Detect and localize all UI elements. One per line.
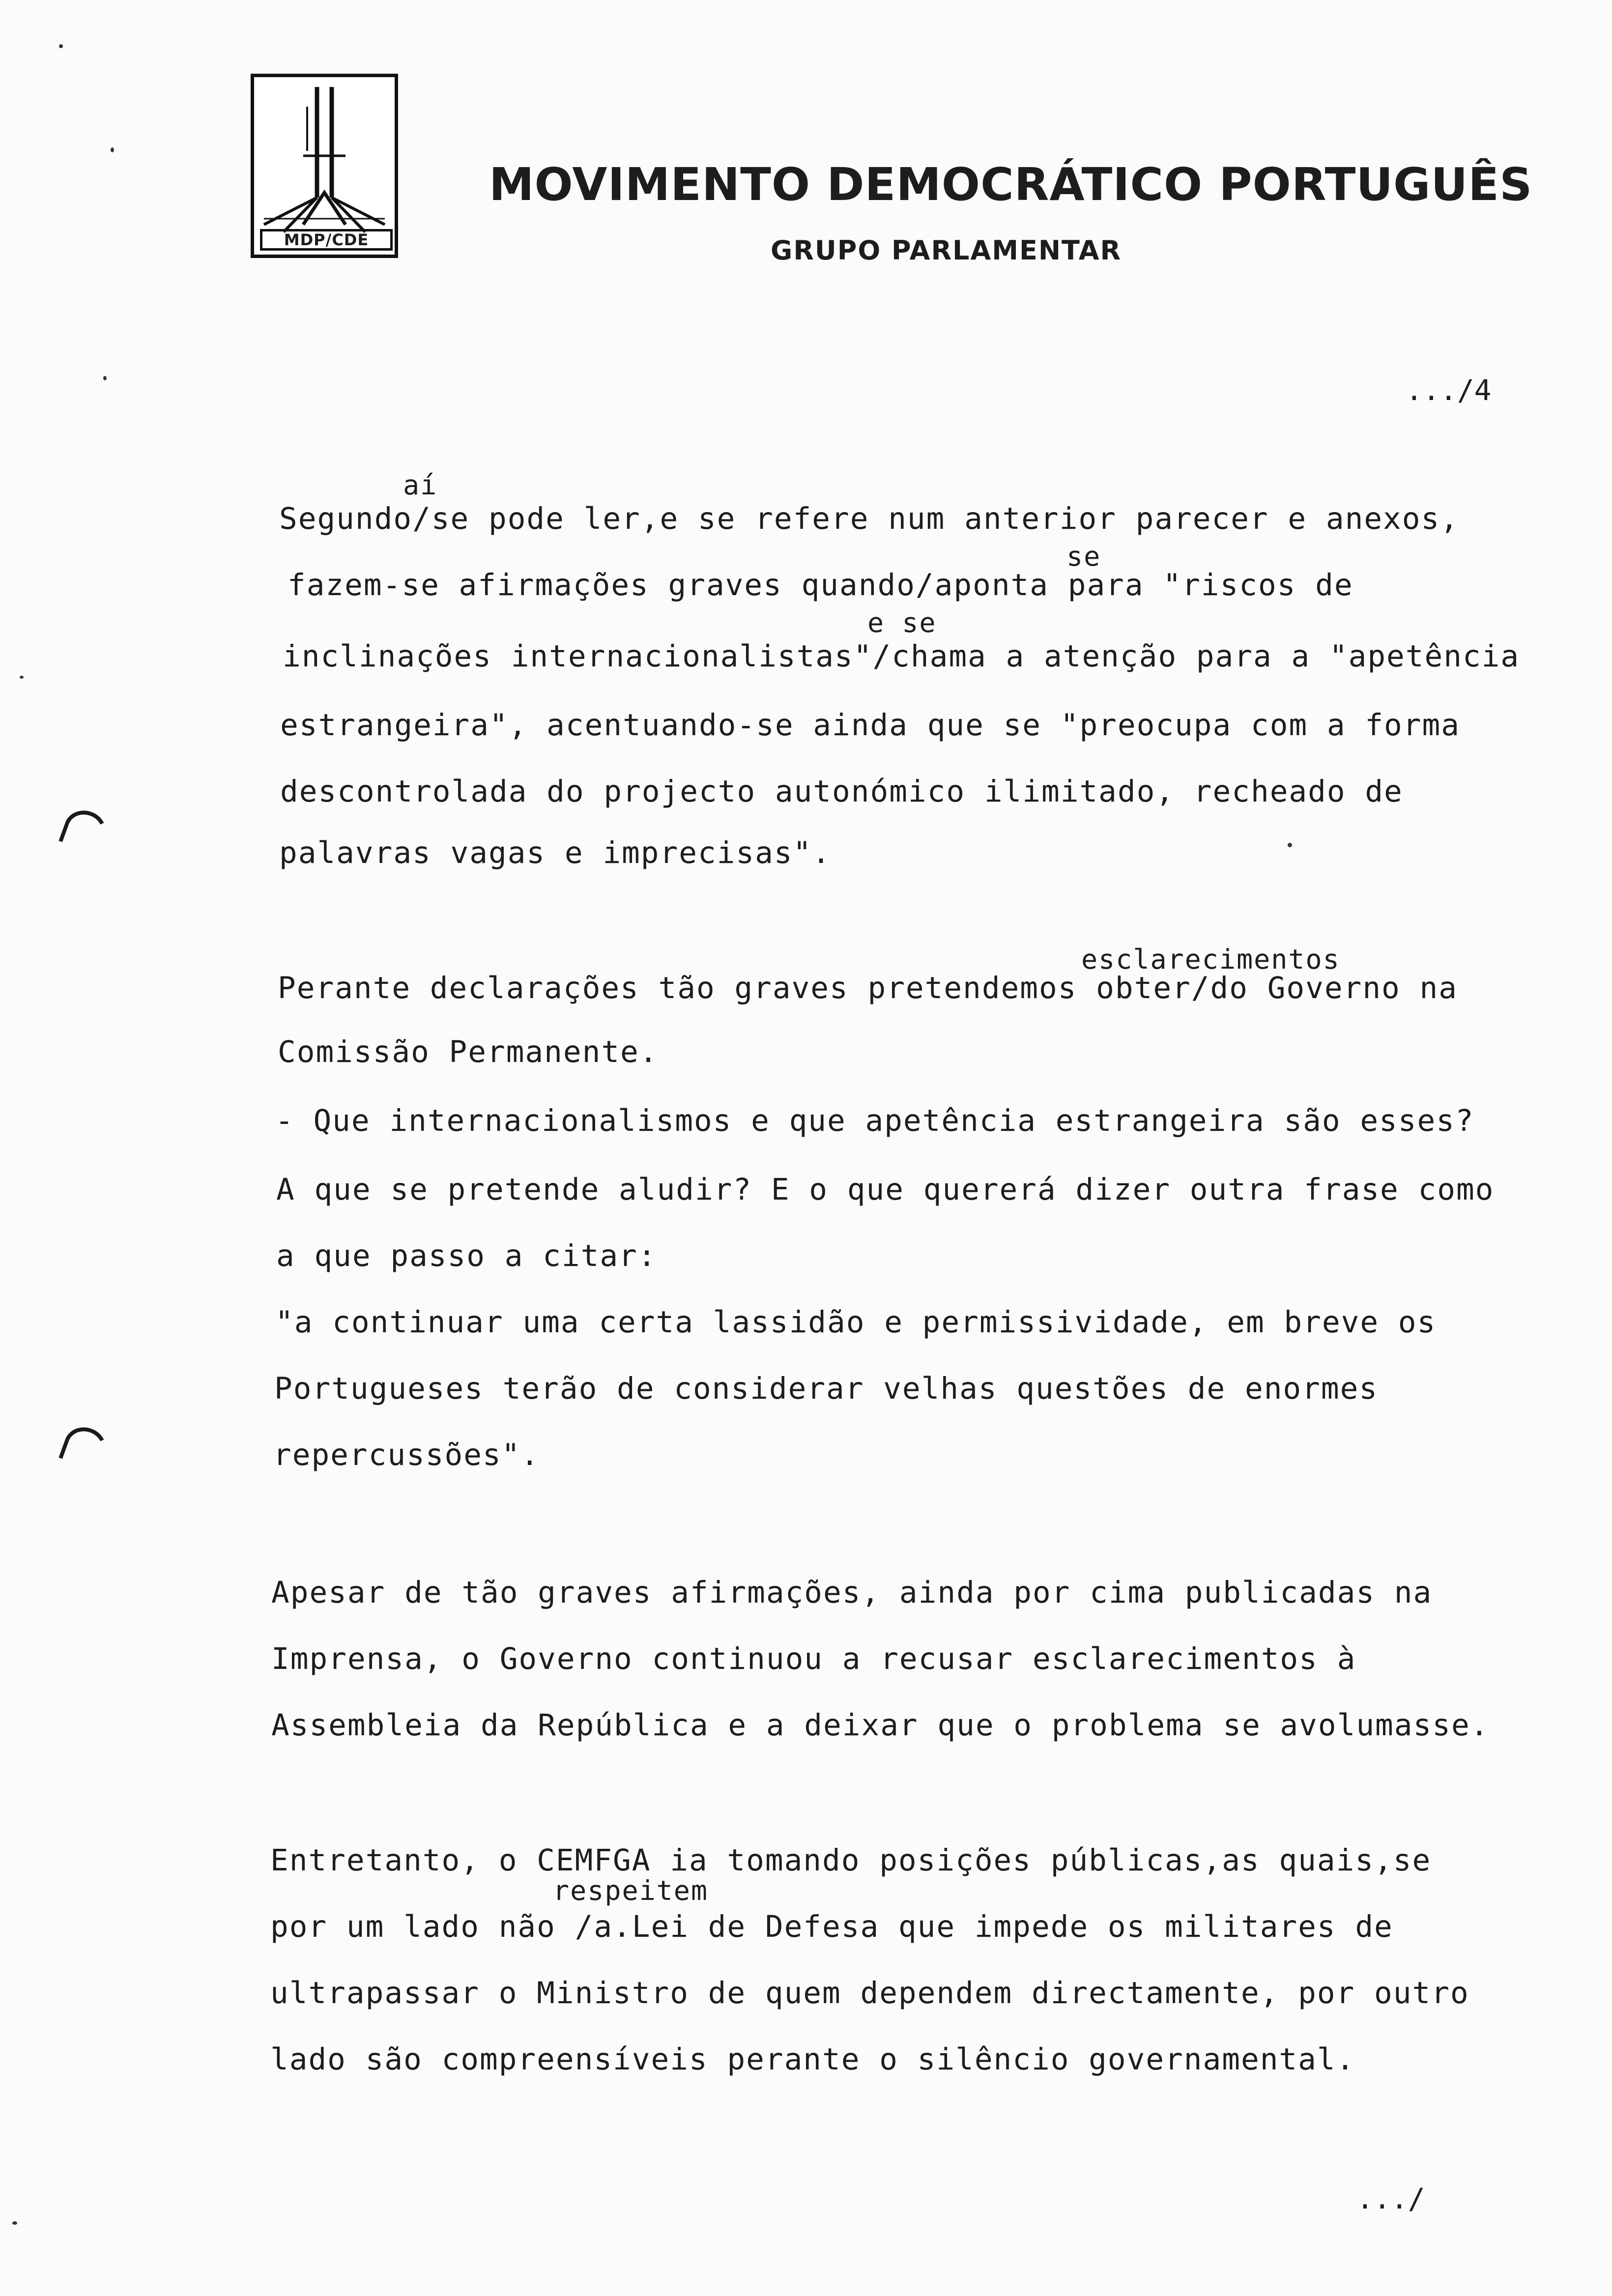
- text-line: Comissão Permanente.: [278, 1034, 659, 1069]
- scan-speck: [1288, 843, 1292, 847]
- scan-speck: [59, 44, 63, 48]
- text-line: inclinações internacionalistas"/chama a atenção para a "apetência: [283, 639, 1520, 674]
- text-line: por um lado não /a.Lei de Defesa que impede os militares de: [270, 1909, 1393, 1944]
- text-line: Segundo/se pode ler,e se refere num anterior parecer e anexos,: [279, 501, 1459, 536]
- handwritten-insertion: e se: [867, 607, 937, 638]
- text-line: estrangeira", acentuando-se ainda que se "preocupa com a forma: [280, 708, 1460, 743]
- text-line: lado são compreensíveis perante o silêncio governamental.: [270, 2042, 1355, 2077]
- handwritten-insertion: esclarecimentos: [1081, 944, 1340, 975]
- scan-speck: [103, 376, 107, 380]
- text-line: "a continuar uma certa lassidão e permissividade, em breve os: [275, 1305, 1437, 1340]
- punch-hole-mark: [58, 1422, 111, 1472]
- text-line: fazem-se afirmações graves quando/aponta para "riscos de: [288, 568, 1353, 603]
- text-line: Portugueses terão de considerar velhas questões de enormes: [274, 1371, 1379, 1406]
- scan-speck: [20, 676, 24, 679]
- group-name: GRUPO PARLAMENTAR: [771, 235, 1122, 266]
- logo-emblem-icon: [254, 77, 395, 255]
- text-line: - Que internacionalismos e que apetência estrangeira são esses?: [275, 1103, 1474, 1138]
- handwritten-insertion: se: [1066, 541, 1101, 572]
- page-reference-bottom: .../: [1356, 2182, 1425, 2215]
- text-line: A que se pretende aludir? E o que quererá dizer outra frase como: [276, 1172, 1495, 1207]
- text-line: a que passo a citar:: [276, 1238, 657, 1273]
- text-line: Entretanto, o CEMFGA ia tomando posições públicas,as quais,se: [270, 1843, 1432, 1878]
- text-line: ultrapassar o Ministro de quem dependem directamente, por outro: [270, 1976, 1469, 2010]
- text-line: palavras vagas e imprecisas".: [279, 835, 832, 870]
- page-reference-top: .../4: [1406, 373, 1492, 407]
- text-line: descontrolada do projecto autonómico ilimitado, recheado de: [280, 774, 1403, 809]
- handwritten-insertion: respeitem: [553, 1875, 709, 1906]
- scan-speck: [12, 2221, 17, 2225]
- organization-name: MOVIMENTO DEMOCRÁTICO PORTUGUÊS: [489, 158, 1533, 211]
- text-line: Imprensa, o Governo continuou a recusar esclarecimentos à: [271, 1641, 1356, 1676]
- punch-hole-mark: [58, 805, 111, 856]
- mdp-cde-logo: [251, 74, 398, 258]
- logo-label: MDP/CDE: [260, 229, 393, 251]
- scan-speck: [111, 147, 114, 152]
- text-line: Perante declarações tão graves pretendemos obter/do Governo na: [278, 971, 1458, 1005]
- text-line: repercussões".: [273, 1437, 540, 1472]
- handwritten-insertion: aí: [403, 469, 438, 501]
- text-line: Assembleia da República e a deixar que o problema se avolumasse.: [271, 1708, 1490, 1743]
- text-line: Apesar de tão graves afirmações, ainda por cima publicadas na: [271, 1575, 1433, 1610]
